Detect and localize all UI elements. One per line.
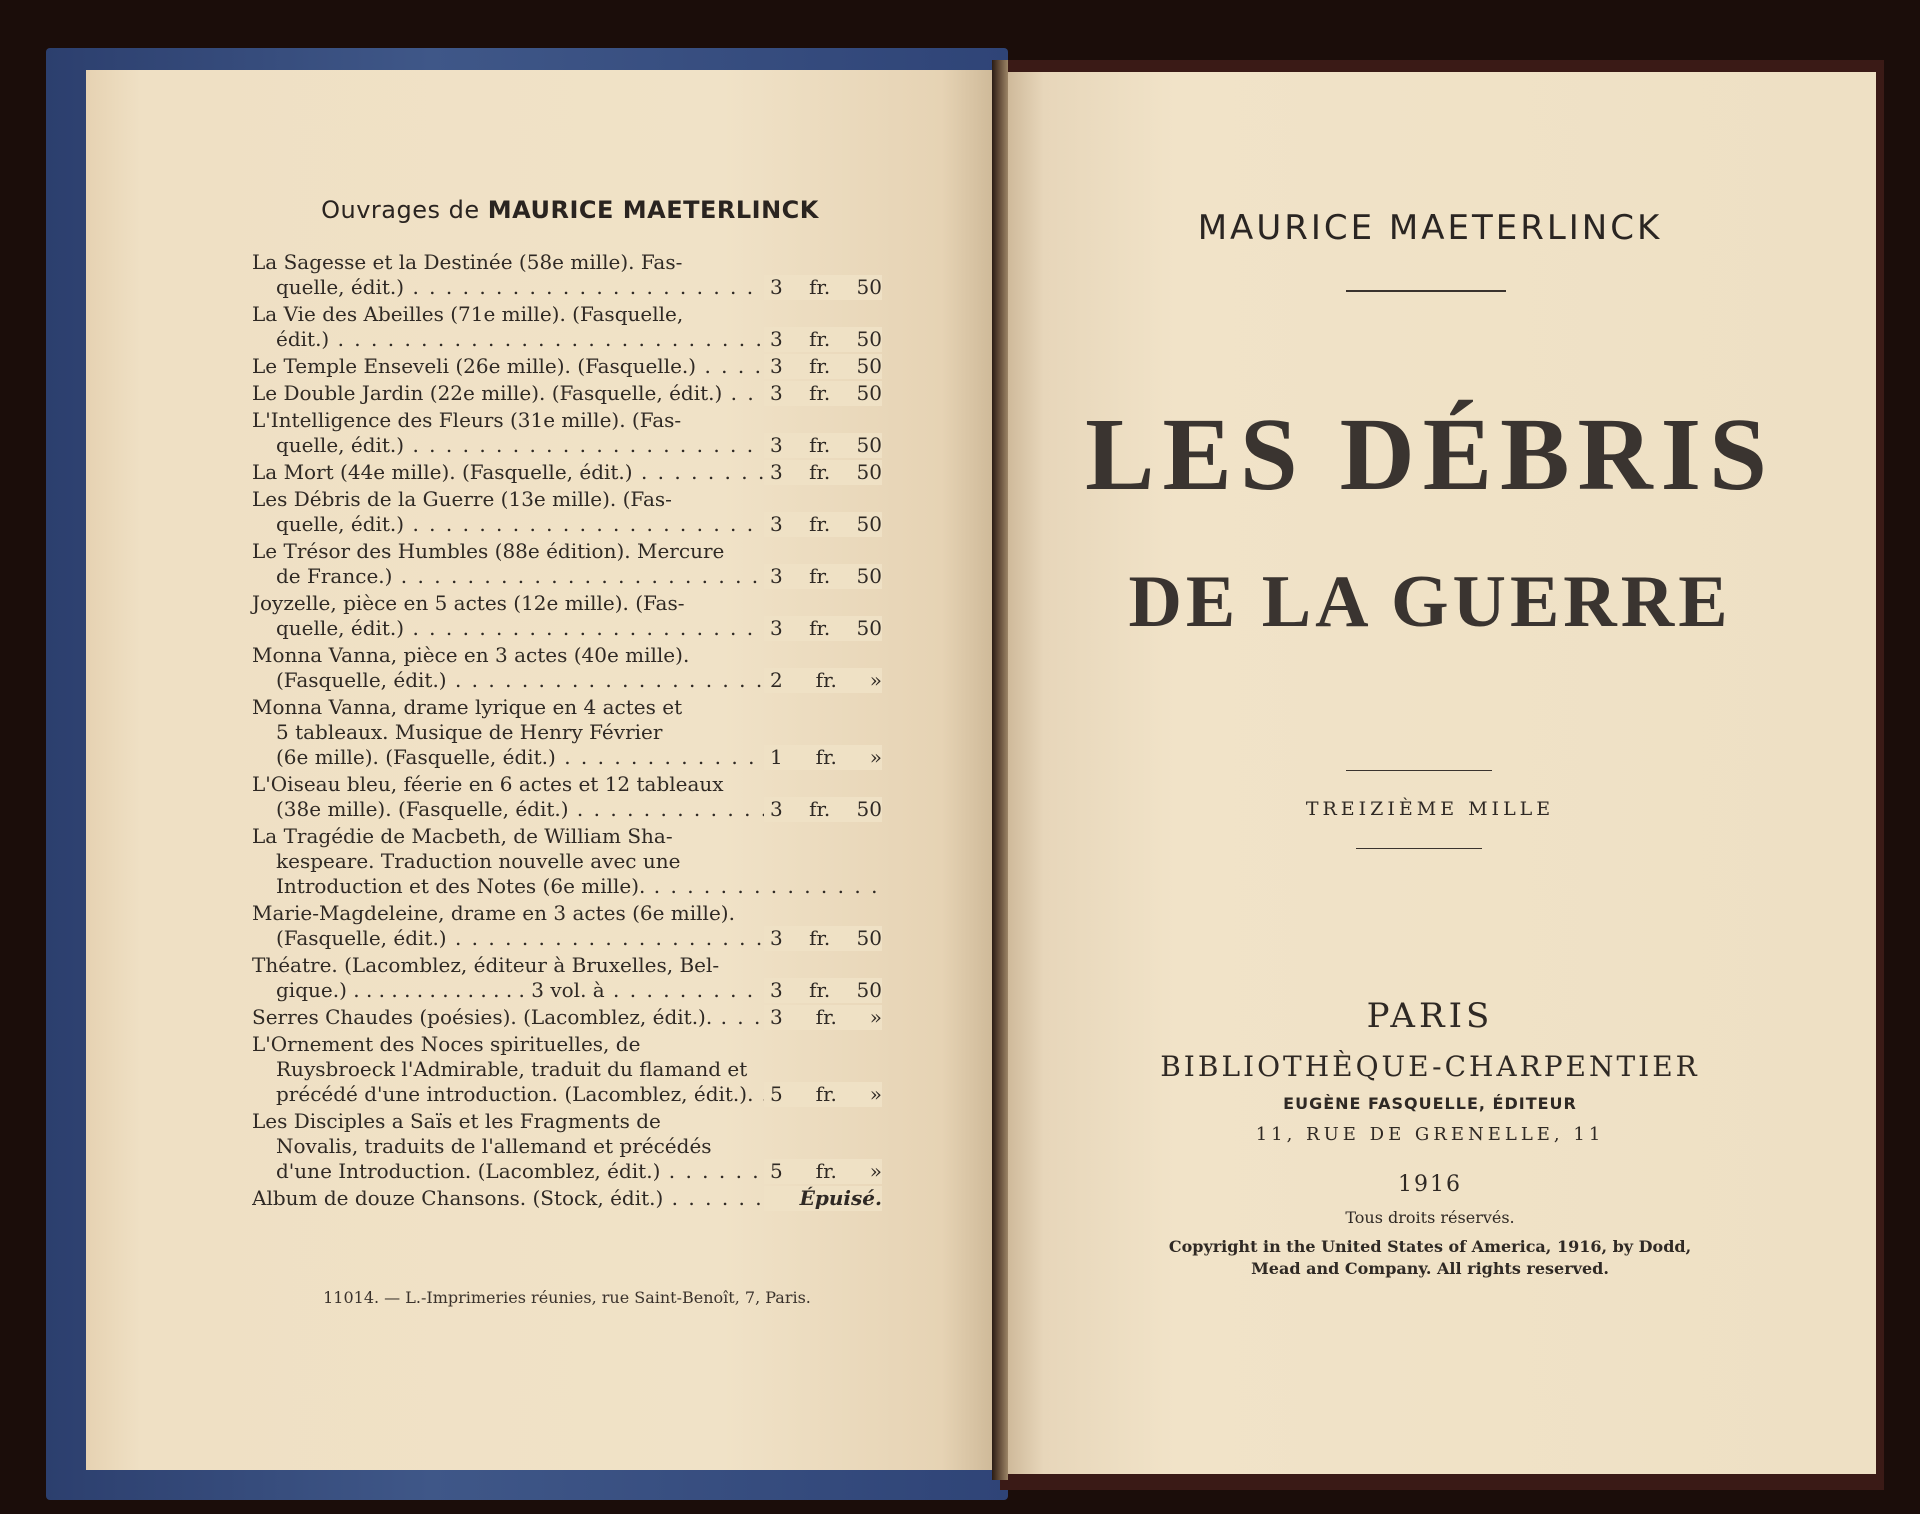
work-line: 5 tableaux. Musique de Henry Février: [276, 720, 663, 744]
price-part: 50: [856, 512, 882, 536]
work-line: Album de douze Chansons. (Stock, édit.) . . .: [252, 1186, 882, 1211]
price-part: »: [869, 1082, 882, 1106]
price-part: 3: [770, 797, 783, 821]
price-part: fr.: [809, 616, 831, 640]
work-line: (Fasquelle, édit.) . . .: [252, 668, 882, 693]
work-entry: [252, 953, 882, 1003]
price-part: 3: [770, 926, 783, 950]
price-part: »: [869, 1005, 882, 1029]
book-gutter: [992, 60, 1008, 1480]
work-line: Le Temple Enseveli (26e mille). (Fasquelle.) . . .: [252, 354, 882, 379]
price-part: 3: [770, 327, 783, 351]
work-line: quelle, édit.) . . .: [252, 616, 882, 641]
price-part: fr.: [815, 668, 837, 692]
price-part: fr.: [809, 564, 831, 588]
work-price: [764, 512, 882, 537]
work-entry: [252, 1186, 882, 1211]
work-line: édit.) . . .: [252, 327, 882, 352]
price-part: 3: [770, 354, 783, 378]
price-part: 3: [770, 433, 783, 457]
work-line: quelle, édit.) . . .: [252, 433, 882, 458]
work-price: [764, 616, 882, 641]
price-part: 3: [770, 275, 783, 299]
work-entry: [252, 250, 882, 300]
book-title-line2: DE LA GUERRE: [1128, 561, 1732, 643]
price-part: 50: [856, 460, 882, 484]
rule-above-edition: [1346, 770, 1492, 771]
work-line: L'Intelligence des Fleurs (31e mille). (Fas-: [252, 408, 682, 432]
work-entry: [252, 1032, 882, 1107]
price-part: »: [869, 668, 882, 692]
publisher-address: 11, RUE DE GRENELLE, 11: [1255, 1124, 1605, 1145]
work-line: Le Double Jardin (22e mille). (Fasquelle, édit.) . . .: [252, 381, 882, 406]
copyright-line-1: Copyright in the United States of America, 1916, by Dodd,: [1168, 1237, 1692, 1256]
work-line: L'Ornement des Noces spirituelles, de: [252, 1032, 641, 1056]
copyright-line-2: Mead and Company. All rights reserved.: [1251, 1259, 1609, 1278]
work-line: Monna Vanna, pièce en 3 actes (40e mille).: [252, 643, 690, 667]
copyright-notice: [1150, 1236, 1710, 1280]
rule-under-author: [1346, 290, 1506, 292]
work-line: L'Oiseau bleu, féerie en 6 actes et 12 tableaux: [252, 772, 724, 796]
work-entry: [252, 695, 882, 770]
work-price: [764, 668, 882, 693]
work-line: Monna Vanna, drame lyrique en 4 actes et: [252, 695, 683, 719]
work-line: Introduction et des Notes (6e mille). . . .: [252, 874, 882, 899]
price-part: 5: [770, 1159, 783, 1183]
price-part: fr.: [809, 512, 831, 536]
price-part: »: [869, 745, 882, 769]
price-part: 3: [770, 381, 783, 405]
publication-year: 1916: [1398, 1172, 1462, 1197]
work-entry: [252, 539, 882, 589]
work-line: gique.) . . . . . . . . . . . . . . 3 vol. à . . .: [252, 978, 882, 1003]
work-line: Les Débris de la Guerre (13e mille). (Fas-: [252, 487, 672, 511]
price-part: 50: [856, 797, 882, 821]
work-price: [764, 1082, 882, 1107]
work-entry: [252, 643, 882, 693]
work-line: La Sagesse et la Destinée (58e mille). Fas-: [252, 250, 683, 274]
price-part: fr.: [815, 745, 837, 769]
edition-label: TREIZIÈME MILLE: [1305, 798, 1555, 820]
work-price: [764, 978, 882, 1003]
price-part: fr.: [809, 926, 831, 950]
work-price: [764, 745, 882, 770]
price-part: fr.: [815, 1159, 837, 1183]
price-part: 50: [856, 433, 882, 457]
work-price: [764, 797, 882, 822]
work-line: Le Trésor des Humbles (88e édition). Mercure: [252, 539, 725, 563]
price-part: fr.: [809, 327, 831, 351]
price-part: 50: [856, 926, 882, 950]
work-entry: [252, 901, 882, 951]
work-entry: [252, 824, 882, 899]
work-price: [764, 1159, 882, 1184]
price-part: 50: [856, 978, 882, 1002]
price-part: 3: [770, 616, 783, 640]
work-line: Les Disciples a Saïs et les Fragments de: [252, 1109, 661, 1133]
price-part: Épuisé.: [799, 1186, 882, 1210]
price-part: 2: [770, 668, 783, 692]
work-line: (38e mille). (Fasquelle, édit.) . . .: [252, 797, 882, 822]
work-entry: [252, 487, 882, 537]
heading-prefix: Ouvrages de: [321, 196, 480, 224]
work-line: de France.) . . .: [252, 564, 882, 589]
price-part: 3: [770, 512, 783, 536]
price-part: 50: [856, 354, 882, 378]
work-price: [764, 381, 882, 406]
work-entry: [252, 302, 882, 352]
publisher-city: PARIS: [1366, 996, 1494, 1036]
work-price: [764, 433, 882, 458]
price-part: 50: [856, 381, 882, 405]
rights-notice: Tous droits réservés.: [1345, 1208, 1515, 1227]
works-list-heading: [300, 196, 840, 224]
work-line: kespeare. Traduction nouvelle avec une: [276, 849, 681, 873]
work-entry: [252, 381, 882, 406]
work-entry: [252, 1109, 882, 1184]
price-part: 50: [856, 564, 882, 588]
work-line: quelle, édit.) . . .: [252, 512, 882, 537]
editor-name: EUGÈNE FASQUELLE, ÉDITEUR: [1283, 1094, 1577, 1113]
price-part: fr.: [809, 978, 831, 1002]
heading-author: MAURICE MAETERLINCK: [487, 196, 819, 224]
work-line: Joyzelle, pièce en 5 actes (12e mille). (Fas-: [252, 591, 685, 615]
work-line: Serres Chaudes (poésies). (Lacomblez, édit.). . . .: [252, 1005, 882, 1030]
price-part: fr.: [815, 1082, 837, 1106]
work-entry: [252, 1005, 882, 1030]
work-line: La Vie des Abeilles (71e mille). (Fasquelle,: [252, 302, 684, 326]
work-line: (Fasquelle, édit.) . . .: [252, 926, 882, 951]
work-entry: [252, 408, 882, 458]
price-part: fr.: [815, 1005, 837, 1029]
price-part: 50: [856, 327, 882, 351]
work-line: Marie-Magdeleine, drame en 3 actes (6e mille).: [252, 901, 735, 925]
work-price: [764, 275, 882, 300]
price-part: fr.: [809, 275, 831, 299]
work-line: précédé d'une introduction. (Lacomblez, édit.). . . .: [252, 1082, 882, 1107]
price-part: fr.: [809, 460, 831, 484]
price-part: fr.: [809, 354, 831, 378]
work-entry: [252, 354, 882, 379]
book-title-line1: LES DÉBRIS: [1085, 397, 1775, 512]
price-part: 5: [770, 1082, 783, 1106]
work-line: La Tragédie de Macbeth, de William Sha-: [252, 824, 673, 848]
price-part: fr.: [809, 381, 831, 405]
work-entry: [252, 772, 882, 822]
publisher-name: BIBLIOTHÈQUE-CHARPENTIER: [1160, 1050, 1700, 1083]
work-line: Novalis, traduits de l'allemand et précédés: [276, 1134, 712, 1158]
work-price: [764, 354, 882, 379]
work-line: d'une Introduction. (Lacomblez, édit.) . . .: [252, 1159, 882, 1184]
work-line: La Mort (44e mille). (Fasquelle, édit.) . . .: [252, 460, 882, 485]
price-part: fr.: [809, 433, 831, 457]
price-part: 1: [770, 745, 783, 769]
price-part: 50: [856, 275, 882, 299]
price-part: 50: [856, 616, 882, 640]
work-price: [764, 926, 882, 951]
work-price: [764, 1005, 882, 1030]
price-part: 3: [770, 1005, 783, 1029]
work-price: [764, 564, 882, 589]
work-entry: [252, 591, 882, 641]
work-entry: [252, 460, 882, 485]
work-line: (6e mille). (Fasquelle, édit.) . . .: [252, 745, 882, 770]
work-line: Théatre. (Lacomblez, éditeur à Bruxelles, Bel-: [252, 953, 720, 977]
work-line: quelle, édit.) . . .: [252, 275, 882, 300]
price-part: fr.: [809, 797, 831, 821]
work-line: Ruysbroeck l'Admirable, traduit du flamand et: [276, 1057, 748, 1081]
works-list: [252, 250, 882, 1213]
author-name: MAURICE MAETERLINCK: [1197, 208, 1663, 248]
work-price: [764, 1186, 882, 1211]
work-price: [764, 460, 882, 485]
rule-below-edition: [1356, 848, 1482, 849]
price-part: 3: [770, 460, 783, 484]
price-part: »: [869, 1159, 882, 1183]
price-part: 3: [770, 978, 783, 1002]
price-part: 3: [770, 564, 783, 588]
printer-line: 11014. — L.-Imprimeries réunies, rue Saint-Benoît, 7, Paris.: [323, 1288, 811, 1307]
work-price: [764, 327, 882, 352]
